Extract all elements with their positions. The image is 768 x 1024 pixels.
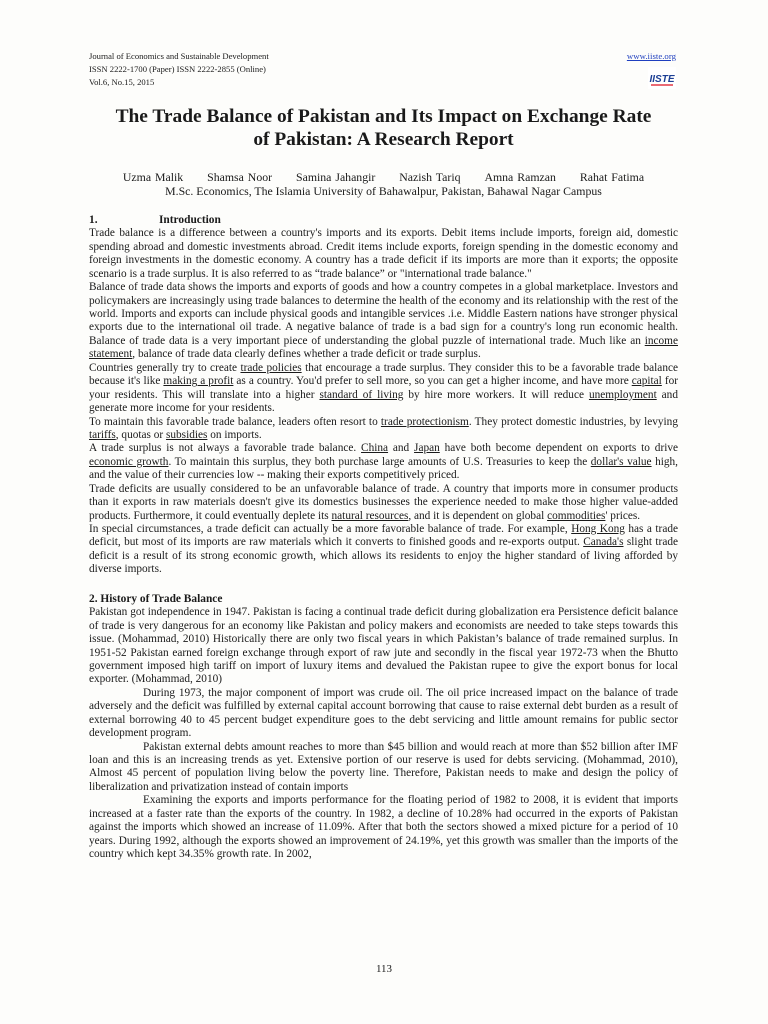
author: Amna Ramzan (484, 170, 556, 184)
link-subsidies[interactable]: subsidies (165, 428, 208, 441)
iiste-logo (648, 67, 676, 89)
link-dollars-value[interactable]: dollar's value (590, 455, 652, 468)
link-trade-policies[interactable]: trade policies (240, 361, 302, 374)
journal-info (89, 50, 678, 89)
author: Shamsa Noor (207, 170, 273, 184)
link-unemployment[interactable]: unemployment (588, 388, 657, 401)
link-commodities[interactable]: commodities (547, 509, 606, 522)
paragraph: Trade deficits are usually considered to be an unfavorable balance of trade. A country that imports more in consumer products than it exports in raw materials doesn't give its domestics businesses the experience needed to make those higher value-added products. Furthermore, it could eventually deplete its natural resources, and it is dependent on global commodities' prices. (89, 482, 678, 522)
section-number: 1. (89, 214, 98, 226)
paragraph: A trade surplus is not always a favorable trade balance. China and Japan have both become dependent on exports to drive economic growth. To maintain this surplus, they both purchase large amounts of U.S. Treasuries to keep the dollar's value high, and the value of their currencies low -- making their exports competitively priced. (89, 442, 679, 482)
paragraph: To maintain this favorable trade balance, leaders often resort to trade protectionism. They protect domestic industries, by levying tariffs, quotas or subsidies on imports. (89, 415, 678, 441)
section-title: Introduction (159, 214, 221, 226)
link-tariffs[interactable]: tariffs (89, 428, 116, 441)
author: Nazish Tariq (399, 170, 461, 184)
link-canada[interactable]: Canada's (583, 536, 624, 549)
author-list (89, 170, 678, 184)
page (89, 50, 678, 862)
affiliation: M.Sc. Economics, The Islamia University of Bahawalpur, Pakistan, Bahawal Nagar Campus (165, 184, 602, 198)
paragraph: During 1973, the major component of import was crude oil. The oil price increased impact on the balance of trade adversely and the deficit was fulfilled by external capital account borrowing that cause to raise external debt burden as a result of external borrowing 40 to 45 percent budget expenditure goes to the debt servicing and little amount remains for public sector development program. (89, 686, 678, 740)
title-line-2: of Pakistan: A Research Report (253, 129, 514, 150)
section-2-heading: 2. History of Trade Balance (89, 592, 223, 605)
paragraph: Balance of trade data shows the imports and exports of goods and how a country competes in a global marketplace. Investors and policymakers are increasingly using trade balances to determine the health of the economy and its relationship with the rest of the world. Imports and exports can include physical goods and intangible services .i.e. Middle Eastern nations have stronger physical exports due to the international oil trade. A negative balance of trade is a bad sign for a country's long run economic health. Balance of trade data is a very important piece of understanding the global puzzle of international trade. Much like an income statement, balance of trade data clearly defines whether a trade deficit or trade surplus. (89, 281, 678, 361)
link-economic-growth[interactable]: economic growth (89, 455, 169, 468)
link-standard-of-living[interactable]: standard of living (319, 388, 404, 401)
link-hong-kong[interactable]: Hong Kong (571, 523, 625, 536)
paragraph: Pakistan got independence in 1947. Pakistan is facing a continual trade deficit during globalization era Persistence deficit balance of trade is very dangerous for an economy like Pakistan and policy makers and economists are needed to take steps towards this issue. (Mohammad, 2010) Historically there are only two fiscal years in which Pakistan’s balance of trade remained surplus. In 1951-52 Pakistan earned foreign exchange through export of raw jute and secondly in the fiscal year 1972-73 when the Bhutto government imposed high tariff on import of luxury items and devalued the Pakistan rupee to give the export bonus for local exporter. (Mohammad, 2010) (89, 606, 678, 686)
link-capital[interactable]: capital (631, 375, 662, 388)
paragraph: Countries generally try to create trade policies that encourage a trade surplus. They consider this to be a favorable trade balance because it's like making a profit as a country. You'd prefer to sell more, so you can get a higher income, and have more capital for your residents. This will translate into a higher standard of living by hire more workers. It will reduce unemployment and generate more income for your residents. (89, 361, 678, 415)
journal-url-link[interactable]: www.iiste.org (626, 51, 676, 61)
issn: ISSN 2222-1700 (Paper) ISSN 2222-2855 (Online) (89, 64, 266, 74)
paper-title (89, 105, 678, 151)
paragraph: Trade balance is a difference between a country's imports and its exports. Debit items include imports, foreign aid, domestic spending abroad and domestic investments abroad. Credit items include exports, foreign spending in the domestic economy and foreign investments in the domestic economy. A country has a trade deficit if its imports are more than it exports; the opposite scenario is a trade surplus. It is also referred to as “trade balance” or "international trade balance." (89, 227, 678, 280)
paragraph: Pakistan external debts amount reaches to more than $45 billion and would reach at more than $52 billion after IMF loan and this is an increasing trends as yet. Extensive portion of our reserve is used for debts servicing. (Mohammad, 2010), Almost 45 percent of population living below the poverty line. Therefore, Pakistan needs to make and design the policy of liberalization and privatization instead of contain imports (89, 740, 678, 793)
link-making-a-profit[interactable]: making a profit (163, 375, 234, 388)
journal-header (89, 50, 678, 94)
title-line-1: The Trade Balance of Pakistan and Its Impact on Exchange Rate (115, 106, 652, 127)
svg-text:IISTE: IISTE (649, 74, 675, 85)
volume: Vol.6, No.15, 2015 (89, 77, 155, 87)
paragraph: Examining the exports and imports performance for the floating period of 1982 to 2008, it is evident that imports increased at a faster rate than the exports of the country. In 1982, a decline of 10.28% had occurred in the exports of Pakistan against the imports which showed an increase of 11.09%. After that both the sectors showed a mixed picture for a period of 10 years. During 1992, although the exports showed an improvement of 24.19%, yet this growth was smaller than the imports of the country which kept 34.35% growth rate. In 2002, (89, 794, 678, 861)
author: Uzma Malik (122, 170, 184, 184)
journal-name: Journal of Economics and Sustainable Development (89, 51, 269, 61)
link-natural-resources[interactable]: natural resources (331, 509, 409, 522)
author: Rahat Fatima (579, 170, 645, 184)
section-1-heading (89, 214, 678, 227)
paragraph: In special circumstances, a trade deficit can actually be a more favorable balance of trade. For example, Hong Kong has a trade deficit, but most of its imports are raw materials which it converts to finished goods and re-exports output. Canada's slight trade deficit is a result of its strong economic growth, which allows its residents to enjoy the higher standard of living afforded by diverse imports. (89, 523, 678, 576)
page-number: 113 (375, 963, 393, 975)
link-trade-protectionism[interactable]: trade protectionism (380, 415, 469, 428)
link-china[interactable]: China (361, 442, 389, 455)
author: Samina Jahangir (296, 170, 376, 184)
link-japan[interactable]: Japan (414, 442, 440, 455)
link-income-statement[interactable]: income statement (89, 334, 678, 361)
